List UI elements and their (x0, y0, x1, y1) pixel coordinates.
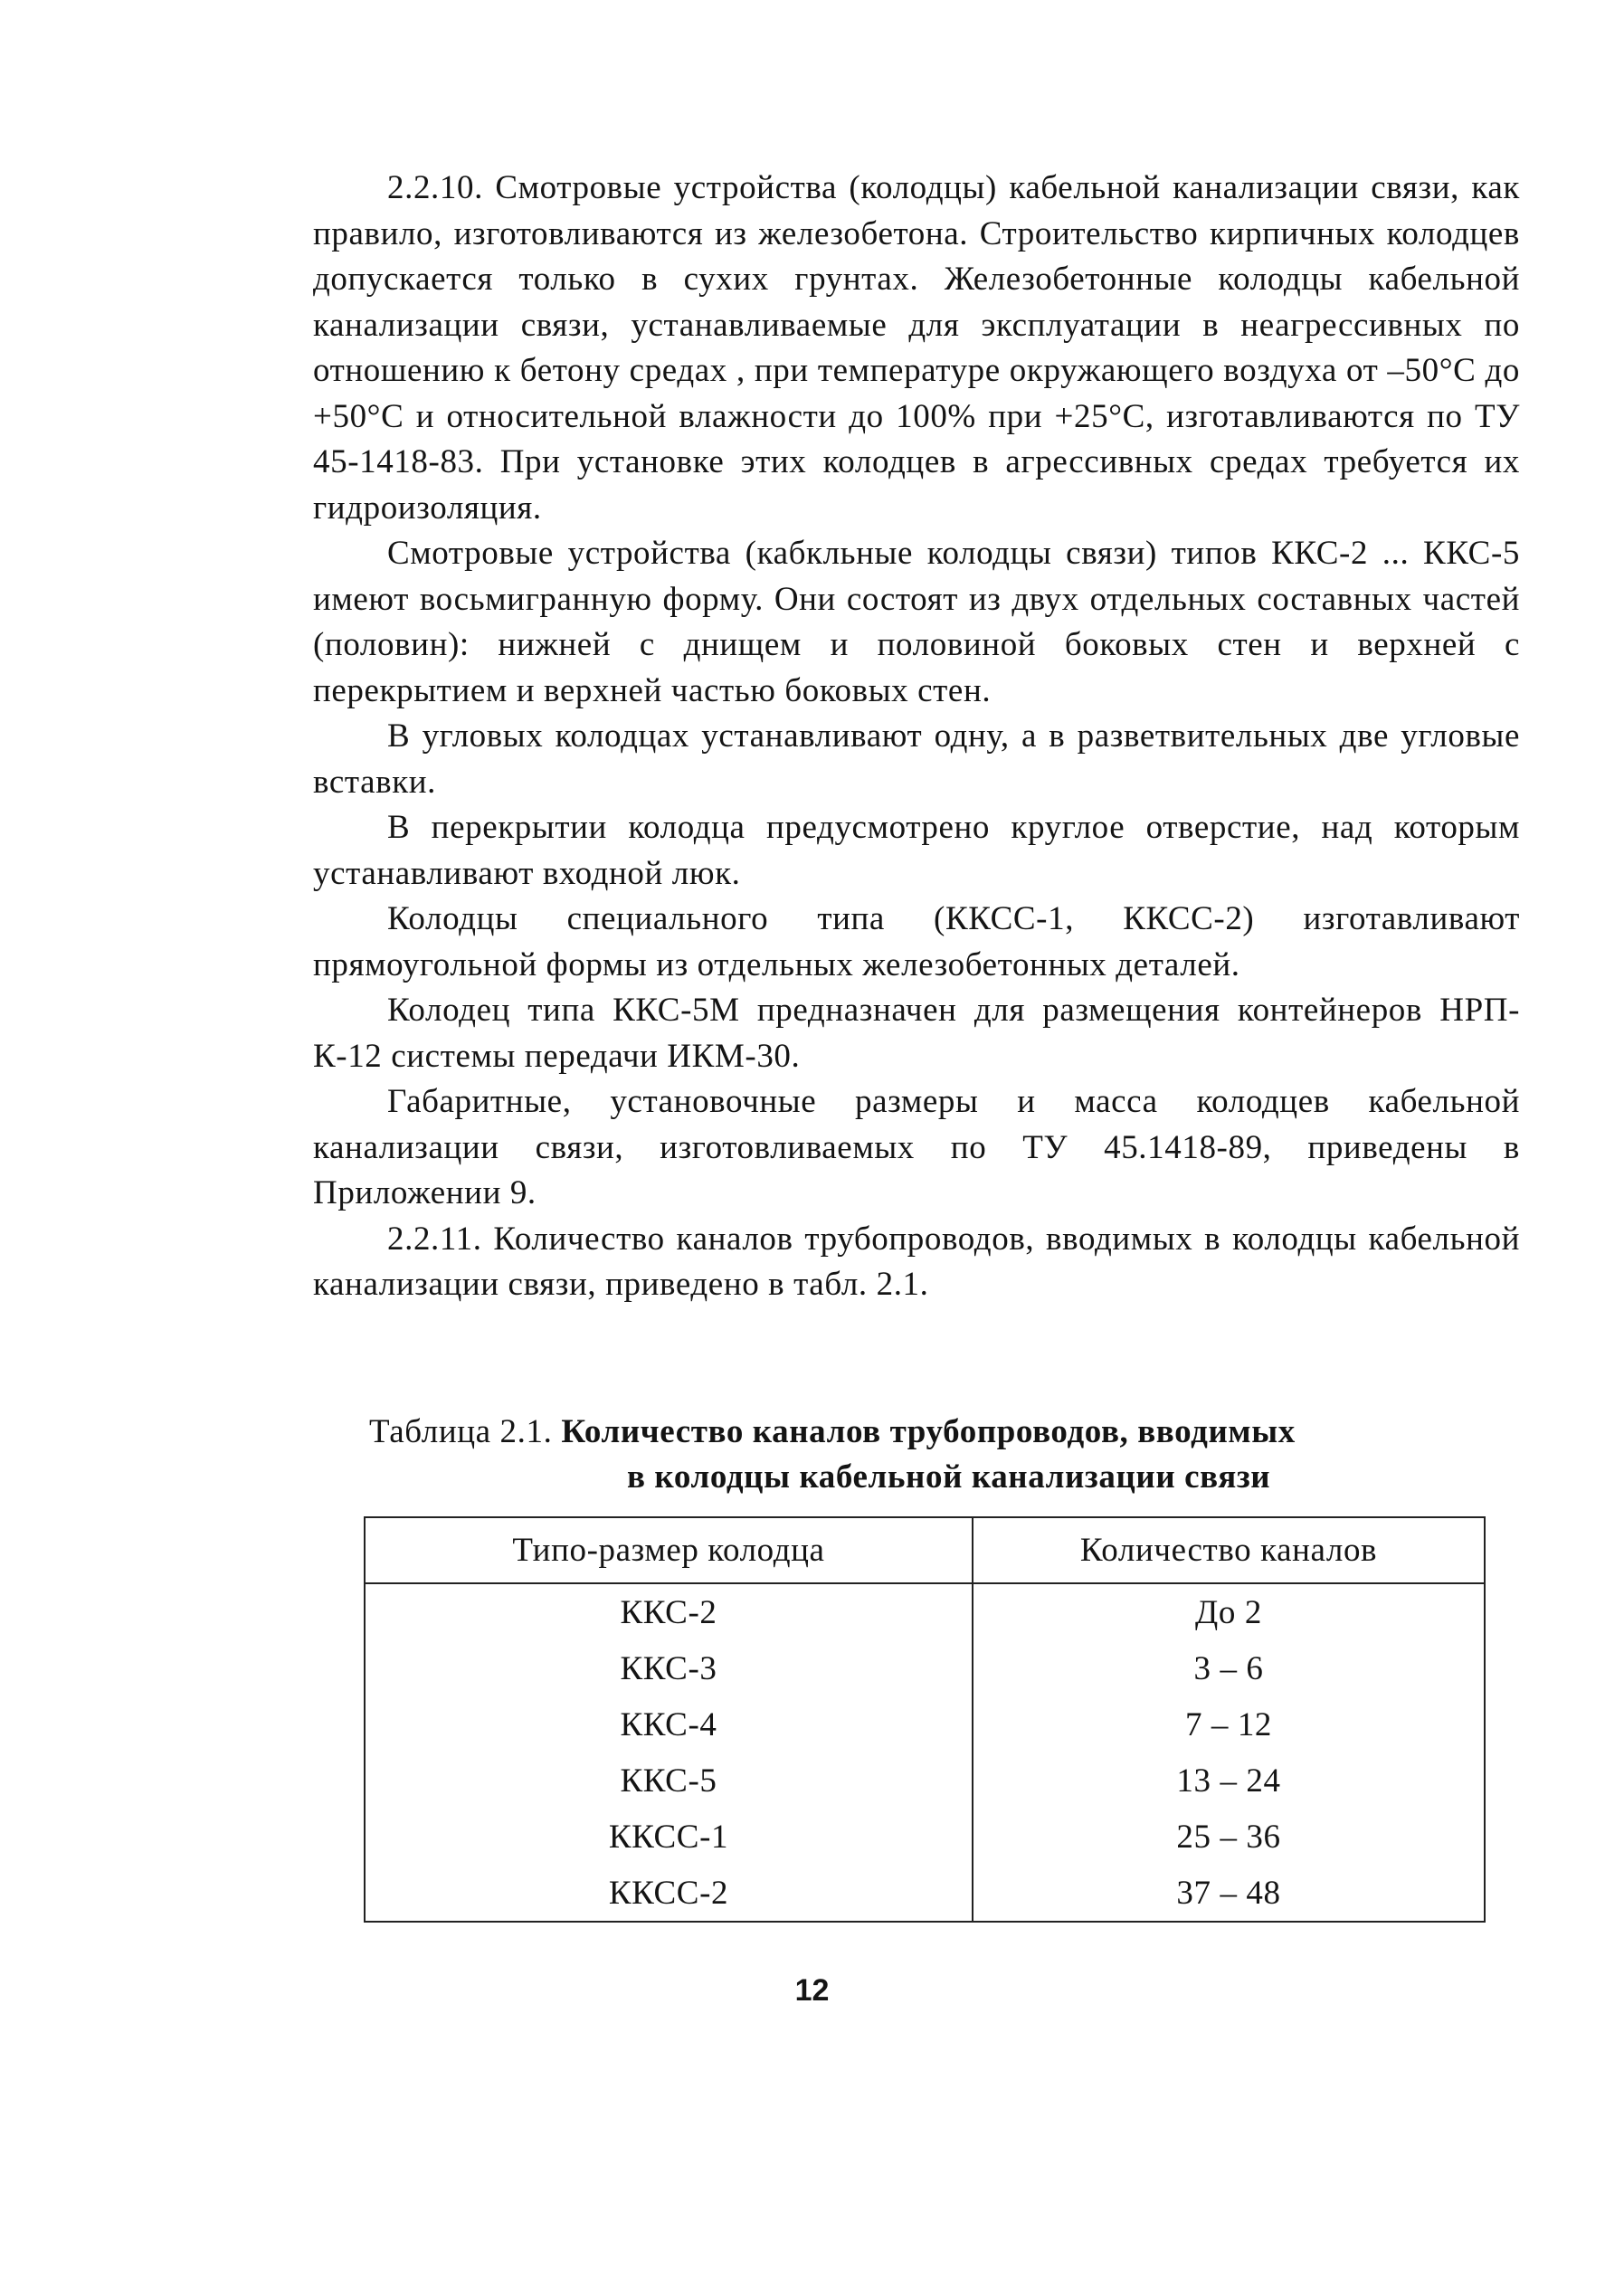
paragraph-2-2-10: 2.2.10. Смотровые устройства (колодцы) кабельной канализации связи, как правило, изготовливаются из железобетона. Строительство кирпичных колодцев допускается только в сухих грунтах. Железобетонные колодцы кабельной канализации связи, устанавливаемые для эксплуатации в неагрессивных по отношению к бетону средах , при температуре окружающего воздуха от –50°С до +50°С и относительной влажности до 100% при +25°С, изготавливаются по ТУ 45-1418-83. При установке этих колодцев в агрессивных средах требуется их гидроизоляция. (313, 169, 1520, 527)
table-cell-channel-count: 37 – 48 (973, 1865, 1485, 1922)
body-text (313, 166, 1520, 1308)
table-row (365, 1809, 1485, 1865)
page-number: 12 (794, 1973, 830, 2008)
column-header-channel-count: Количество каналов (973, 1517, 1485, 1583)
paragraph-dimensions: Габаритные, установочные размеры и масса колодцев кабельной канализации связи, изготовливаемых по ТУ 45.1418-89, приведены в Приложении 9. (313, 1083, 1520, 1211)
table-cell-well-size: ККС-5 (365, 1752, 973, 1809)
paragraph-corner-wells: В угловых колодцах устанавливают одну, а в разветвительных две угловые вставки. (313, 717, 1520, 801)
table-row (365, 1583, 1485, 1640)
table-cell-well-size: ККСС-1 (365, 1809, 973, 1865)
table-caption-title-line2: в колодцы кабельной канализации связи (627, 1458, 1271, 1496)
table-caption (369, 1410, 1491, 1500)
table-cell-well-size: ККС-2 (365, 1583, 973, 1640)
table-header-row (365, 1517, 1485, 1583)
channels-table (364, 1516, 1486, 1923)
table-cell-channel-count: 13 – 24 (973, 1752, 1485, 1809)
table-caption-title-line1: Количество каналов трубопроводов, вводимых (561, 1413, 1296, 1450)
paragraph-inspection-devices: Смотровые устройства (кабкльные колодцы связи) типов ККС-2 ... ККС-5 имеют восьмигранную форму. Они состоят из двух отдельных составных частей (половин): нижней с днищем и половиной боковых стен и верхней с перекрытием и верхней частью боковых стен. (313, 535, 1520, 709)
paragraph-2-2-11: 2.2.11. Количество каналов трубопроводов, вводимых в колодцы кабельной канализации связи, приведено в табл. 2.1. (313, 1220, 1520, 1303)
table-row (365, 1640, 1485, 1696)
table-caption-label: Таблица 2.1. (369, 1413, 553, 1450)
table-cell-well-size: ККСС-2 (365, 1865, 973, 1922)
table-cell-channel-count: До 2 (973, 1583, 1485, 1640)
table-row (365, 1752, 1485, 1809)
table-cell-channel-count: 3 – 6 (973, 1640, 1485, 1696)
table-cell-well-size: ККС-4 (365, 1696, 973, 1752)
table-cell-well-size: ККС-3 (365, 1640, 973, 1696)
paragraph-special-wells: Колодцы специального типа (ККСС-1, ККСС-2) изготавливают прямоугольной формы из отдельных железобетонных деталей. (313, 900, 1520, 983)
table-cell-channel-count: 7 – 12 (973, 1696, 1485, 1752)
paragraph-ceiling-hole: В перекрытии колодца предусмотрено круглое отверстие, над которым устанавливают входной люк. (313, 809, 1520, 892)
table-row (365, 1865, 1485, 1922)
column-header-well-size: Типо-размер колодца (365, 1517, 973, 1583)
table-row (365, 1696, 1485, 1752)
paragraph-kks-5m: Колодец типа ККС-5М предназначен для размещения контейнеров НРП-К-12 системы передачи ИКМ-30. (313, 992, 1520, 1075)
table-cell-channel-count: 25 – 36 (973, 1809, 1485, 1865)
